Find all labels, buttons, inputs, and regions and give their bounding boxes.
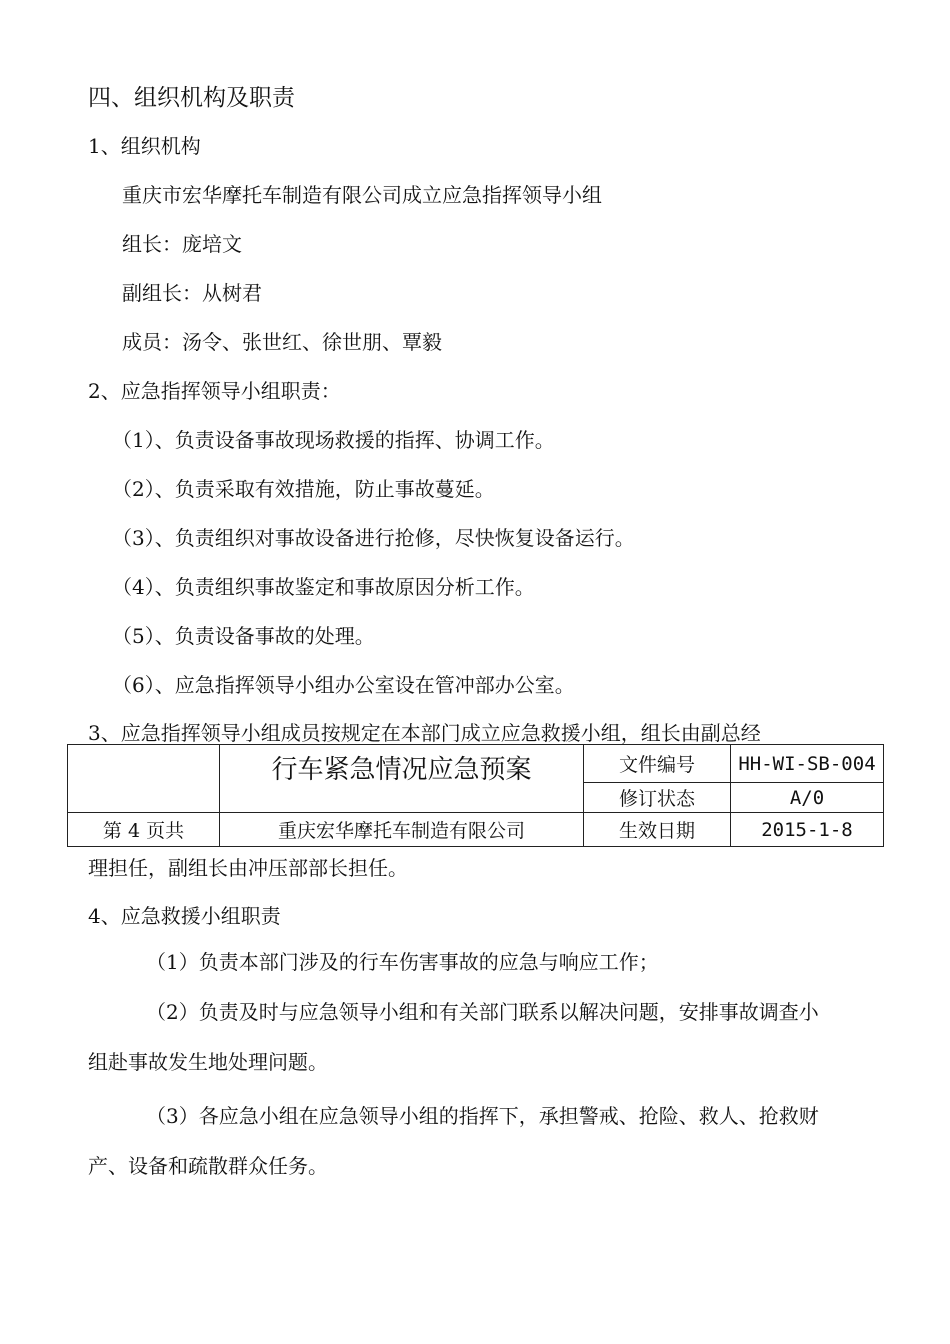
sec4-item-cont: 组赴事故发生地处理问题。 [88,1050,328,1074]
header-logo-cell [68,745,220,813]
sec2-item: （3）、负责组织对事故设备进行抢修，尽快恢复设备运行。 [112,526,635,550]
doc-title: 行车紧急情况应急预案 [220,745,584,813]
sec2-item: （2）、负责采取有效措施，防止事故蔓延。 [112,477,495,501]
sec1-line: 组长：庞培文 [122,232,242,256]
sec2-item: （5）、负责设备事故的处理。 [112,624,375,648]
sec2-title: 2、应急指挥领导小组职责： [88,379,341,403]
sec1-line: 成员：汤令、张世红、徐世朋、覃毅 [122,330,442,354]
sec4-item: （2）负责及时与应急领导小组和有关部门联系以解决问题，安排事故调查小 [146,1000,819,1024]
sec4-item: （1）负责本部门涉及的行车伤害事故的应急与响应工作； [146,950,659,974]
company-name: 重庆宏华摩托车制造有限公司 [220,813,584,847]
effective-date: 2015-1-8 [731,813,884,847]
sec4-title: 4、应急救援小组职责 [88,904,281,928]
doc-no-label: 文件编号 [584,745,731,783]
sec3-line2: 理担任，副组长由冲压部部长担任。 [88,856,408,880]
sec2-item: （4）、负责组织事故鉴定和事故原因分析工作。 [112,575,535,599]
sec1-title: 1、组织机构 [88,134,201,158]
page-info: 第 4 页共 [68,813,220,847]
sec3-line1: 3、应急指挥领导小组成员按规定在本部门成立应急救援小组，组长由副总经 [88,721,761,745]
sec2-item: （6）、应急指挥领导小组办公室设在管冲部办公室。 [112,673,575,697]
doc-no: HH-WI-SB-004 [731,745,884,783]
sec4-item: （3）各应急小组在应急领导小组的指挥下，承担警戒、抢险、救人、抢救财 [146,1104,819,1128]
sec1-line: 重庆市宏华摩托车制造有限公司成立应急指挥领导小组 [122,183,602,207]
sec4-item-cont: 产、设备和疏散群众任务。 [88,1154,328,1178]
revision: A/0 [731,783,884,813]
revision-label: 修订状态 [584,783,731,813]
effective-label: 生效日期 [584,813,731,847]
sec1-line: 副组长：从树君 [122,281,262,305]
section-heading: 四、组织机构及职责 [88,85,295,111]
sec2-item: （1）、负责设备事故现场救援的指挥、协调工作。 [112,428,555,452]
document-header-table [67,744,884,847]
